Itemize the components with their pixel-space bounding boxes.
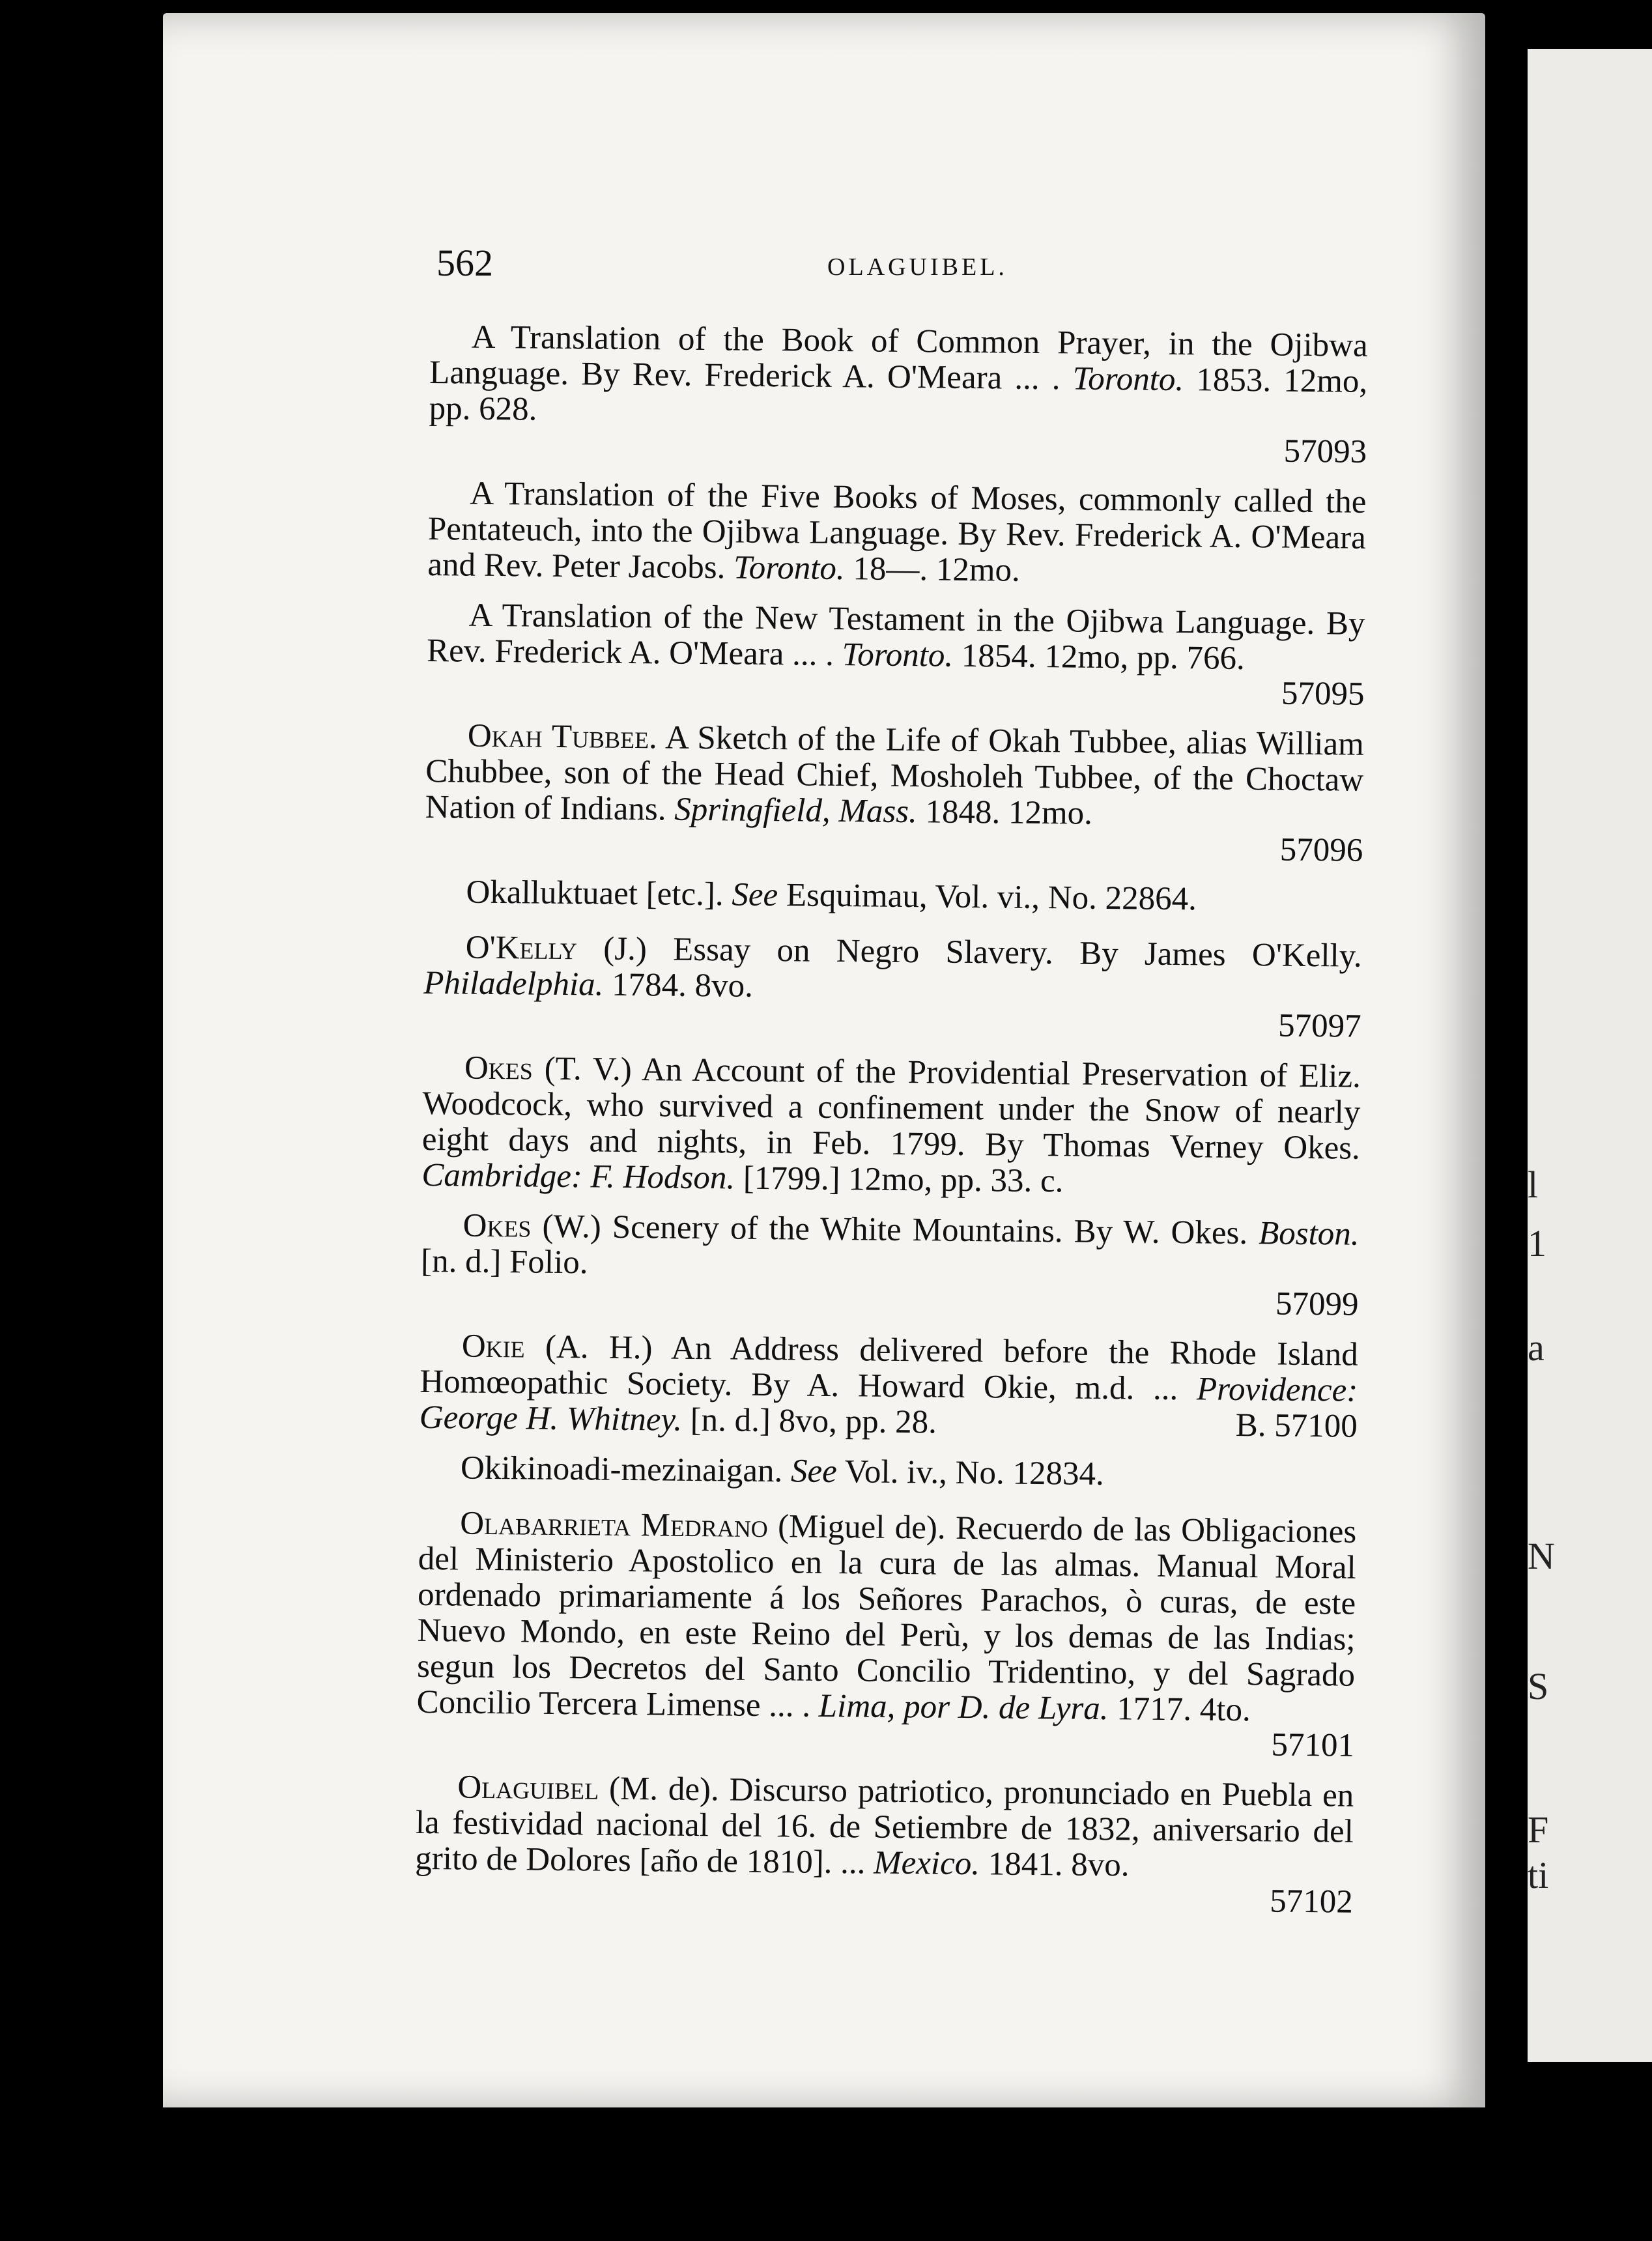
entry-author: Olaguibel: [457, 1769, 599, 1807]
entry-text: Okikinoadi-mezinaigan.: [460, 1449, 791, 1490]
catalog-entry: [420, 1208, 1359, 1323]
entry-text: A Translation of the Five Books of Moses, commonly called the Pentateuch, into the Ojibwa Language. By Rev. Frederick A. O'Meara and Rev. Peter Jacobs.: [427, 475, 1367, 586]
entry-imprint: See: [732, 876, 778, 914]
catalog-entry: [425, 718, 1364, 869]
entry-tail: Esquimau, Vol. vi., No. 22864.: [777, 877, 1197, 918]
facing-page-fragment: F: [1528, 1808, 1549, 1851]
entry-tail: 18—. 12mo.: [844, 550, 1021, 589]
running-head: OLAGUIBEL.: [827, 253, 1008, 281]
entry-tail: 1784. 8vo.: [603, 966, 754, 1005]
facing-page-fragment: ti: [1528, 1854, 1549, 1896]
entry-imprint: Lima, por D. de Lyra.: [818, 1687, 1109, 1728]
entry-text: A Translation of the New Testament in the Ojibwa Language. By Rev. Frederick A. O'Meara ... .: [426, 597, 1365, 674]
entry-number: 57102: [1269, 1883, 1354, 1920]
catalog-entry: [424, 874, 1362, 919]
catalog-entry: [427, 476, 1367, 592]
entry-tail: 1841. 8vo.: [979, 1846, 1130, 1884]
entry-number: 57101: [1271, 1726, 1355, 1764]
entry-imprint: Springfield, Mass.: [674, 791, 918, 831]
entry-imprint: Philadelphia.: [423, 964, 604, 1003]
entry-tail: 1848. 12mo.: [917, 793, 1093, 832]
entry-number: 57095: [1281, 675, 1365, 713]
entry-author: Okie: [461, 1328, 525, 1365]
entry-tail: [n. d.] 8vo, pp. 28.: [681, 1401, 937, 1441]
catalog-entry: [429, 319, 1368, 470]
facing-page-fragment: a: [1528, 1326, 1545, 1369]
entry-tail: [1799.] 12mo, pp. 33. c.: [734, 1160, 1064, 1200]
catalog-entry: [415, 1769, 1354, 1920]
catalog-entry: [421, 1050, 1361, 1203]
entry-imprint: Toronto.: [1072, 360, 1184, 399]
entry-text: Okalluktuaet [etc.].: [466, 874, 732, 913]
entry-tail: 1854. 12mo, pp. 766.: [952, 637, 1246, 678]
entry-number: 57099: [1275, 1285, 1359, 1323]
entry-number: B. 57100: [1235, 1406, 1358, 1445]
entry-imprint: Toronto.: [733, 549, 845, 588]
entry-imprint: See: [790, 1453, 838, 1491]
entry-text: (W.) Scenery of the White Mountains. By W. Okes.: [531, 1208, 1259, 1252]
entry-number: 57097: [1277, 1007, 1361, 1045]
entry-text: (M. de). Discurso patriotico, pronunciado en Puebla en la festividad nacional del 16. de Setiembre de 1832, aniversario del grito de Dolores [año de 1810]. ...: [415, 1770, 1354, 1881]
entry-text: (Miguel de). Recuerdo de las Obligaciones del Ministerio Apostolico en la cura de las almas. Manual Moral ordenado primariamente á los Señores Parachos, ò curas, de este Nuevo Mondo, en este Reino del Perù, y los demas de las Indias; segun los Decretos del Santo Concilio Tridentino, y del Sagrado Concilio Tercera Limense ... .: [416, 1508, 1357, 1724]
entry-imprint: Cambridge: F. Hodson.: [421, 1156, 735, 1197]
entry-author: Okes: [464, 1049, 534, 1087]
facing-page-fragment: S: [1528, 1665, 1549, 1707]
facing-page-fragment: N: [1528, 1535, 1555, 1577]
entry-author: Okes: [463, 1207, 532, 1245]
entry-tail: 1717. 4to.: [1108, 1691, 1251, 1729]
entry-tail: 1853. 12mo, pp. 628.: [429, 362, 1368, 428]
entry-tail: Vol. iv., No. 12834.: [836, 1453, 1105, 1493]
entry-text: (T. V.) An Account of the Providential Preservation of Eliz. Woodcock, who survived a confinement under the Snow of nearly eight days and nights, in Feb. 1799. By Thomas Verney Okes.: [421, 1050, 1361, 1167]
catalog-entry: [416, 1506, 1357, 1764]
catalog-entries: [414, 319, 1368, 1935]
catalog-entry: [419, 1450, 1357, 1495]
entry-text: A Sketch of the Life of Okah Tubbee, alias William Chubbee, son of the Head Chief, Mosholeh Tubbee, of the Choctaw Nation of Indians.: [425, 719, 1365, 828]
entry-author: O'Kelly: [465, 929, 578, 967]
entry-author: Olabarrieta Medrano: [459, 1505, 769, 1545]
facing-page-edge: [1528, 49, 1652, 2062]
catalog-entry: [420, 1328, 1359, 1445]
entry-imprint: Boston.: [1258, 1215, 1360, 1253]
entry-author: Okah Tubbee.: [467, 717, 658, 756]
catalog-entry: [423, 930, 1361, 1045]
page-number: 562: [436, 242, 493, 284]
entry-tail: [n. d.] Folio.: [420, 1242, 588, 1281]
entry-number: 57093: [1283, 433, 1367, 470]
scan-border: [0, 2150, 1652, 2241]
facing-page-fragment: 1: [1528, 1222, 1546, 1264]
entry-imprint: Mexico.: [873, 1844, 980, 1883]
entry-text: (A. H.) An Address delivered before the Rhode Island Homœopathic Society. By A. Howard Okie, m.d. ...: [420, 1328, 1359, 1408]
entry-number: 57096: [1279, 831, 1363, 869]
entry-imprint: Toronto.: [842, 636, 954, 674]
catalog-entry: [426, 597, 1365, 713]
entry-text: A Translation of the Book of Common Prayer, in the Ojibwa Language. By Rev. Frederick A. O'Meara ... .: [429, 319, 1368, 397]
entry-text: (J.) Essay on Negro Slavery. By James O'Kelly.: [577, 930, 1362, 975]
entry-imprint: Providence: George H. Whitney.: [419, 1371, 1358, 1438]
facing-page-fragment: l: [1528, 1163, 1539, 1206]
